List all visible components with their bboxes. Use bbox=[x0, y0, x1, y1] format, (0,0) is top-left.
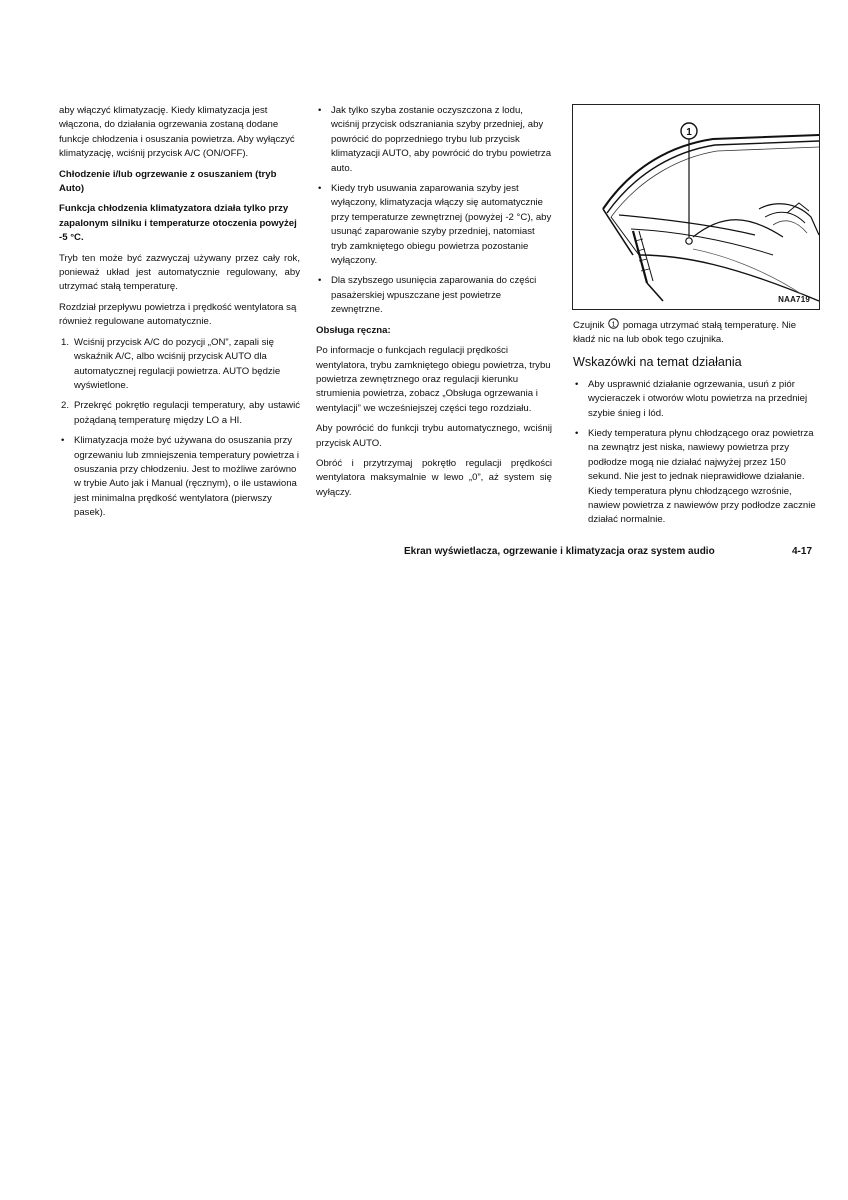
bullet-item bbox=[59, 434, 300, 520]
airflow-paragraph: Rozdział przepływu powietrza i prędkość wentylatora są również regulowane automatycznie. bbox=[59, 301, 297, 328]
column-middle bbox=[316, 104, 552, 506]
footer-chapter-title: Ekran wyświetlacza, ogrzewanie i klimatyzacja oraz system audio bbox=[404, 546, 715, 557]
fan-off-paragraph: Obróć i przytrzymaj pokrętło regulacji prędkości wentylatora maksymalnie w lewo „0”, aż system się wyłączy. bbox=[316, 457, 552, 498]
column-right bbox=[573, 318, 821, 534]
windshield-sensor-figure bbox=[572, 104, 820, 310]
bullet-text: Kiedy tryb usuwania zaparowania szyby jest wyłączony, klimatyzacja włączy się automatycznie przy temperaturze zewnętrznej (powyżej -2 °C), aby usunąć zaparowanie szyby przedniej, natomiast tryb zamkniętego obiegu powietrza pozostanie wyłączony. bbox=[331, 183, 552, 267]
bullet-marker: • bbox=[318, 183, 322, 195]
caption-text-end: pomaga utrzymać stałą temperaturę. Nie kładź nic na lub obok tego czujnika. bbox=[573, 320, 797, 346]
auto-mode-paragraph: Tryb ten może być zazwyczaj używany przez cały rok, ponieważ układ jest automatycznie regulowany, aby utrzymać stałą temperaturę. bbox=[59, 252, 300, 293]
step-item bbox=[59, 336, 300, 394]
column-left bbox=[59, 104, 300, 527]
bullet-item bbox=[316, 274, 552, 317]
return-auto-paragraph: Aby powrócić do funkcji trybu automatycznego, wciśnij przycisk AUTO. bbox=[316, 423, 552, 449]
caption-text-start: Czujnik bbox=[573, 320, 605, 331]
bullet-item bbox=[316, 182, 552, 268]
bullet-text: Klimatyzacja może być używana do osuszania przy ogrzewaniu lub zmniejszenia temperatury powietrza i osuszania przy chłodzeniu. Jest to możliwe zarówno w trybie Auto jak i Manual (ręcznym), o ile ustawiona jest minimalna prędkość wentylatora (pierwszy pasek). bbox=[74, 435, 300, 519]
bullet-marker: • bbox=[61, 435, 65, 447]
intro-paragraph: aby włączyć klimatyzację. Kiedy klimatyzacja jest włączona, do działania ogrzewania zostaną dodane funkcje chłodzenia i osuszania powietrza. Aby wyłączyć klimatyzację, wciśnij przycisk A/C (ON/OFF). bbox=[59, 105, 295, 160]
sensor-marker bbox=[686, 238, 692, 244]
section-title-tips: Wskazówki na temat działania bbox=[573, 354, 742, 369]
bullet-item bbox=[573, 427, 821, 528]
svg-text:1: 1 bbox=[611, 319, 616, 329]
bullet-text: Jak tylko szyba zostanie oczyszczona z lodu, wciśnij przycisk odszraniania szyby przedniej, aby powrócić do poprzedniego trybu lub przycisk klimatyzacji AUTO, aby powrócić do trybu powietrza auto. bbox=[331, 105, 552, 174]
figure-code: NAA719 bbox=[778, 295, 810, 304]
bullet-item bbox=[316, 104, 552, 176]
figure-callout-number: 1 bbox=[686, 127, 692, 138]
bullet-item bbox=[573, 378, 821, 421]
windshield-illustration bbox=[573, 105, 821, 311]
bullet-text: Dla szybszego usunięcia zaparowania do części pasażerskiej wpuszczane jest powietrze zewnętrzne. bbox=[331, 275, 537, 316]
figure-caption bbox=[573, 318, 821, 348]
bullet-text: Aby usprawnić działanie ogrzewania, usuń z piór wycieraczek i otworów wlotu powietrza na przedniej szybie śnieg i lód. bbox=[588, 378, 808, 419]
step-item bbox=[59, 399, 300, 428]
bullet-marker: • bbox=[318, 105, 322, 116]
step-number: 1. bbox=[61, 336, 70, 348]
step-number: 2. bbox=[61, 400, 70, 412]
bullet-marker: • bbox=[575, 428, 579, 440]
bullet-marker: • bbox=[318, 275, 322, 287]
heading-cooling-note: Funkcja chłodzenia klimatyzatora działa tylko przy zapalonym silniku i temperaturze otoczenia powyżej -5 °C. bbox=[59, 203, 297, 244]
manual-paragraph: Po informacje o funkcjach regulacji prędkości wentylatora, trybu zamkniętego obiegu powietrza, trybu powietrza zewnętrznego oraz regulacji kierunku strumienia powietrza, zobacz „Obsługa ogrzewania i wentylacji” we wcześniejszej części tego rozdziału. bbox=[316, 345, 551, 414]
sensor-callout-icon bbox=[608, 318, 619, 329]
heading-auto-mode: Chłodzenie i/lub ogrzewanie z osuszaniem (tryb Auto) bbox=[59, 168, 277, 195]
page-number: 4-17 bbox=[792, 546, 813, 557]
bullet-marker: • bbox=[575, 378, 579, 390]
step-text: Wciśnij przycisk A/C do pozycji „ON”, zapali się wskaźnik A/C, albo wciśnij przycisk AUTO dla automatycznej regulacji powietrza. AUTO będzie wyświetlone. bbox=[74, 336, 281, 391]
bullet-text: Kiedy temperatura płynu chłodzącego oraz powietrza na zewnątrz jest niska, nawiewy powietrza przy podłodze mogą nie działać najwyżej przez 150 sekund. Nie jest to jednak nieprawidłowe działanie. Kiedy temperatura płynu chłodzącego wzrośnie, nawiew powietrza z nawiewów przy podłodze zacznie działać normalnie. bbox=[588, 428, 816, 526]
step-text: Przekręć pokrętło regulacji temperatury, aby ustawić pożądaną temperaturę między LO a HI. bbox=[74, 400, 300, 426]
heading-manual: Obsługa ręczna: bbox=[316, 324, 391, 336]
